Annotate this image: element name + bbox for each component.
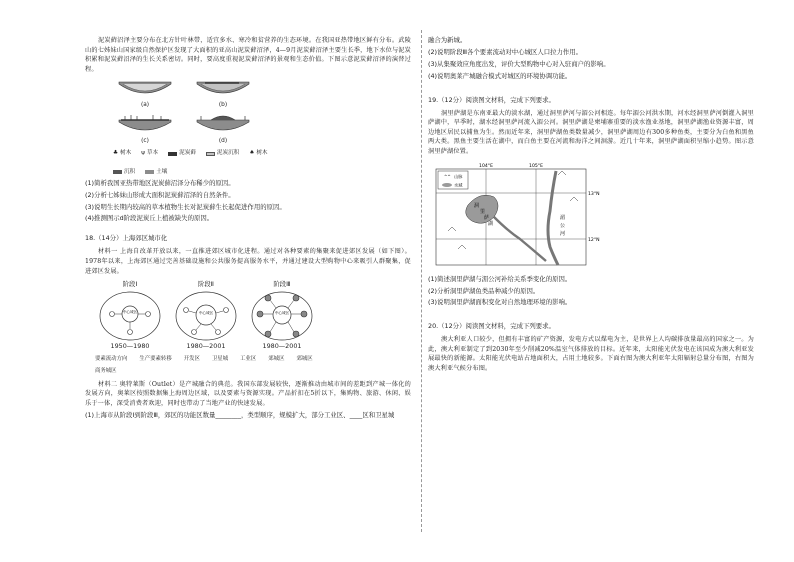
stage-2-center: 中心城区 <box>198 311 214 316</box>
grass-icon: ψ <box>141 150 145 157</box>
figure-b-label: (b) <box>218 102 228 109</box>
place-char-7: 河 <box>560 230 566 237</box>
stage-3-center: 中心城区 <box>274 311 290 316</box>
figure-a-label: (a) <box>140 102 150 109</box>
succession-figure-lower <box>117 114 411 146</box>
figure-b <box>195 78 251 110</box>
basin-b-icon <box>195 78 251 100</box>
stage-1 <box>95 280 165 352</box>
figure-d <box>195 114 251 146</box>
stage-legend-3: 开发区 <box>183 356 200 362</box>
stage-3-title: 阶段Ⅲ <box>273 280 291 289</box>
legend-tree2: ♠ 树木 <box>249 150 268 157</box>
legend-tree: ♣ 树木 <box>113 150 132 157</box>
lat-12: 12°N <box>588 237 600 243</box>
section-19-question-3: (3)说明洞里萨湖面积变化对自然地理环境的影响。 <box>428 298 572 307</box>
q1-middle: ，类型顺序，规模扩大，部分工业区、 <box>240 410 350 419</box>
figure-c-label: (c) <box>141 138 149 145</box>
left-question-4: (4)推测图示d阶段泥炭丘上植被缺失的原因。 <box>85 214 214 223</box>
material-two: 材料二 奥特莱斯（Outlet）是产城融合的典范。我国东部发展较快，逐渐推动由城市间的差距到产城一体化的发展方向，奥莱区按照数据集上海周边区域，以及要素与资源实现。产品折扣在5折以下，集购物、旅游、休闲、娱乐于一体，深受消费者欢迎，同时也带动了当地产业的快速发展。 <box>85 380 411 407</box>
stage-legend-1: 要素流动方向 <box>95 356 128 362</box>
right-question-2: (2)说明阶段Ⅲ各个要素流动对中心城区人口拉力作用。 <box>428 47 583 56</box>
legend-soil: 土壤 <box>145 168 167 177</box>
map-legend-mountain: 山脉 <box>454 173 463 179</box>
left-column <box>85 36 411 423</box>
lon-104: 104°E <box>479 163 493 169</box>
stage-3-diagram <box>250 290 314 342</box>
left-question-2: (2)分析七姊妹山形成大面积泥炭藓沼泽的自然条件。 <box>85 190 235 199</box>
tree-icon: ♣ <box>113 150 119 157</box>
stage-2-title: 阶段Ⅱ <box>198 280 214 289</box>
section-19-question-1: (1)简述洞里萨湖与湄公河补给关系季变化的原因。 <box>428 274 572 283</box>
answer-blank-1[interactable]: ________ <box>215 410 241 419</box>
stage-legend-6: 郊城区 <box>268 356 285 362</box>
stage-3 <box>247 280 317 352</box>
continue-text: 融合为新城。 <box>428 36 467 44</box>
peat-icon <box>206 152 215 156</box>
section-19-paragraph: 洞里萨湖是东南亚最大的淡水湖，通过洞里萨河与湄公河相连。每年湄公河洪水期，河水经洞里萨河倒灌入洞里萨湖中，旱季时，湖水经洞里萨河流入湄公河。洞里萨湖是柬埔寨重要的淡水渔业基地，洞里萨湖渔业资源丰富，周边地区居民以捕鱼为生。然而近年来，洞里萨湖鱼类数量减少，洞里萨湖周边有300多种鱼类，主要分为白鱼和黑鱼两大类。黑鱼主要生活在湖中，而白鱼主要在河流和海洋之间洄游。近几十年来，洞里萨湖面积呈缩小趋势。图示意洞里萨湖位置。 <box>428 109 754 156</box>
water-icon <box>442 183 452 187</box>
lon-105: 105°E <box>529 163 543 169</box>
intro-paragraph: 泥炭藓沼泽主要分布在北方针叶林带，适宜多水、寒冷和贫营养的生态环境。在我国亚热带地区鲜有分布。武陵山的七姊妹山国家级自然保护区发现了大面积的亚高山泥炭藓沼泽，4—9月泥炭藓沼泽主要生长季，地下水位与泥炭积累和泥炭藓沼泽的生长关系密切。同时，要高度重视泥炭藓沼泽的景观和生态价值。下图示意泥炭藓沼泽的演替过程。 <box>85 37 411 73</box>
left-question-3: (3)说明生长期内较高的草本植物生长对泥炭藓生长起促进作用的原因。 <box>85 202 286 211</box>
material-one: 材料一 上海自改革开放以来，一直推进郊区城市化进程。通过对各种要素的集聚来促进郊区发展（如下图）。1978年以来，上海郊区通过完善基础设施和公共服务提高服务水平，并通过建设大型购物中心来吸引人群聚集，促进郊区发展。 <box>85 248 411 275</box>
shrub-icon: ♠ <box>249 150 255 157</box>
moss-icon <box>168 152 177 156</box>
left-question-1: (1)简析我国亚热带地区泥炭藓沼泽分布稀少的原因。 <box>85 178 235 187</box>
figure-a <box>117 78 173 110</box>
stages-legend <box>95 355 325 376</box>
place-char-5: 湄 <box>560 214 566 221</box>
right-question-4: (4)说明奥莱产城融合模式对城区的环境协调功能。 <box>428 71 572 80</box>
place-char-3: 萨 <box>484 214 490 221</box>
stage-3-period: 1980—2001 <box>262 342 302 351</box>
figure-c <box>117 114 173 146</box>
right-question-3: (3)从集聚效应角度出发，评价大型购物中心对入驻商户的影响。 <box>428 59 610 68</box>
stage-1-period: 1950—1980 <box>110 342 150 351</box>
place-char-2: 里 <box>480 208 486 215</box>
section-18-title: 18.（14分）上海郊区城市化 <box>85 234 168 243</box>
stage-1-diagram <box>98 290 162 342</box>
legend-herb: ψ 草本 <box>141 150 159 157</box>
stage-1-title: 阶段Ⅰ <box>122 280 138 289</box>
basin-c-icon <box>117 114 173 136</box>
section-18-question-1 <box>85 411 411 421</box>
stage-2 <box>171 280 241 352</box>
soil-icon <box>145 170 154 174</box>
stage-legend-2: 生产要素转移 <box>139 356 172 362</box>
stage-legend-4: 卫星城 <box>211 356 229 362</box>
stage-1-center: 中心城区 <box>122 310 138 315</box>
map-legend-water: 水域 <box>454 182 463 188</box>
figure-d-label: (d) <box>218 138 228 145</box>
column-divider <box>421 30 422 532</box>
place-char-6: 公 <box>560 222 566 229</box>
mountain-icon: ^^ <box>444 173 451 179</box>
lat-13: 13°N <box>588 191 600 197</box>
stage-2-diagram <box>174 290 238 342</box>
basin-d-icon <box>195 114 251 136</box>
answer-blank-2[interactable]: ____ <box>349 410 363 419</box>
place-char-4: 湖 <box>488 220 494 227</box>
basin-a-icon <box>117 78 173 100</box>
tonle-sap-map-svg <box>428 161 606 269</box>
legend-moss: 泥炭藓 <box>168 149 196 158</box>
legend-deposit: 沉积 <box>113 168 135 177</box>
stage-legend-5: 工业区 <box>240 356 257 362</box>
stage-legend-7: 郊城区 <box>296 356 313 362</box>
section-19-question-2: (2)分析洞里萨湖鱼类品种减少的原因。 <box>428 286 540 295</box>
section-20-paragraph: 澳大利亚人口较少，但拥有丰富的矿产资源，发电方式以煤电为主，是世界上人均碳排放量最高的国家之一。为此，澳大利亚制定了到2030年至少削减20%温室气体排放的目标。近年来，太阳能光伏发电在该国成为澳大利亚发展最快的新能源。太阳能光伏电站占地面积大，占用土地较多。下面右图为澳大利亚年太阳辐射总量分布图，右图为澳大利亚气候分布图。 <box>428 336 754 373</box>
tonle-sap-map <box>428 161 754 273</box>
legend-peat: 泥炭沉积 <box>206 149 239 158</box>
section-19-title: 19.（12分）阅读图文材料，完成下列要求。 <box>428 95 555 104</box>
succession-legend <box>113 149 293 176</box>
stage-legend-8: 商务城区 <box>95 368 117 375</box>
deposit-icon <box>113 170 122 174</box>
q1-prefix: (1)上海市从阶段Ⅰ到阶段Ⅲ，郊区的功能区数量 <box>85 410 216 419</box>
place-char-1: 洞 <box>474 202 480 209</box>
urbanization-stages <box>95 280 411 352</box>
q1-suffix: 区和卫星城 <box>362 410 395 419</box>
stage-2-period: 1980—2001 <box>186 342 226 351</box>
section-20-title: 20.（12分）阅读图文材料，完成下列要求。 <box>428 322 555 331</box>
succession-figure <box>117 78 411 110</box>
right-column <box>428 36 754 376</box>
